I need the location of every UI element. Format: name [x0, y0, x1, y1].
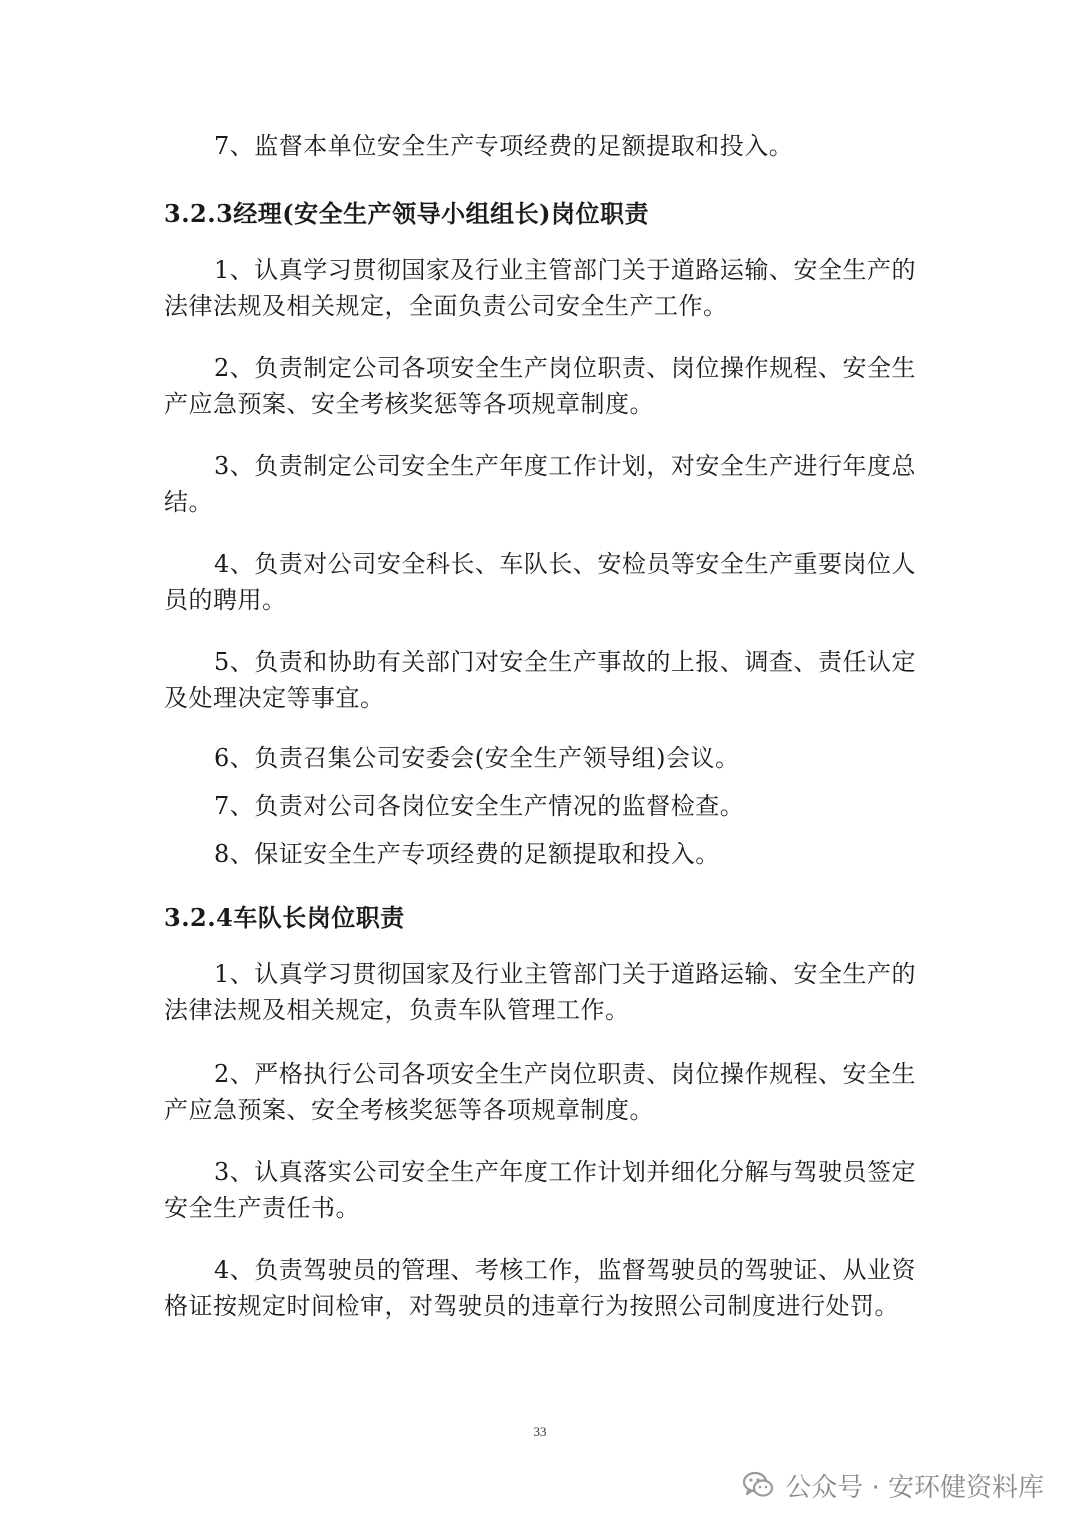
- paragraph: 2、负责制定公司各项安全生产岗位职责、岗位操作规程、安全生产应急预案、安全考核奖惩等各项规章制度。: [164, 354, 916, 418]
- paragraph: 7、负责对公司各岗位安全生产情况的监督检查。: [214, 792, 745, 820]
- paragraph: 8、保证安全生产专项经费的足额提取和投入。: [214, 840, 720, 868]
- page-number: 33: [533, 1424, 547, 1439]
- paragraph: 1、认真学习贯彻国家及行业主管部门关于道路运输、安全生产的法律法规及相关规定，全面负责公司安全生产工作。: [164, 256, 916, 320]
- paragraph: 1、认真学习贯彻国家及行业主管部门关于道路运输、安全生产的法律法规及相关规定，负责车队管理工作。: [164, 960, 916, 1024]
- paragraph: 3、认真落实公司安全生产年度工作计划并细化分解与驾驶员签定安全生产责任书。: [164, 1158, 916, 1222]
- section-heading: 3.2.3经理(安全生产领导小组组长)岗位职责: [164, 199, 650, 228]
- watermark-text: 公众号 · 安环健资料库: [785, 1472, 1044, 1503]
- paragraph: 7、监督本单位安全生产专项经费的足额提取和投入。: [214, 132, 794, 160]
- paragraph: 5、负责和协助有关部门对安全生产事故的上报、调查、责任认定及处理决定等事宜。: [164, 648, 916, 712]
- section-heading: 3.2.4车队长岗位职责: [164, 903, 405, 932]
- wechat-icon: [741, 1468, 775, 1502]
- paragraph: 6、负责召集公司安委会(安全生产领导组)会议。: [214, 744, 740, 772]
- paragraph: 4、负责驾驶员的管理、考核工作，监督驾驶员的驾驶证、从业资格证按规定时间检审，对驾驶员的违章行为按照公司制度进行处罚。: [164, 1256, 916, 1320]
- paragraph: 2、严格执行公司各项安全生产岗位职责、岗位操作规程、安全生产应急预案、安全考核奖惩等各项规章制度。: [164, 1060, 916, 1124]
- paragraph: 3、负责制定公司安全生产年度工作计划，对安全生产进行年度总结。: [164, 452, 916, 516]
- paragraph: 4、负责对公司安全科长、车队长、安检员等安全生产重要岗位人员的聘用。: [164, 550, 916, 614]
- watermark: [741, 1465, 1044, 1505]
